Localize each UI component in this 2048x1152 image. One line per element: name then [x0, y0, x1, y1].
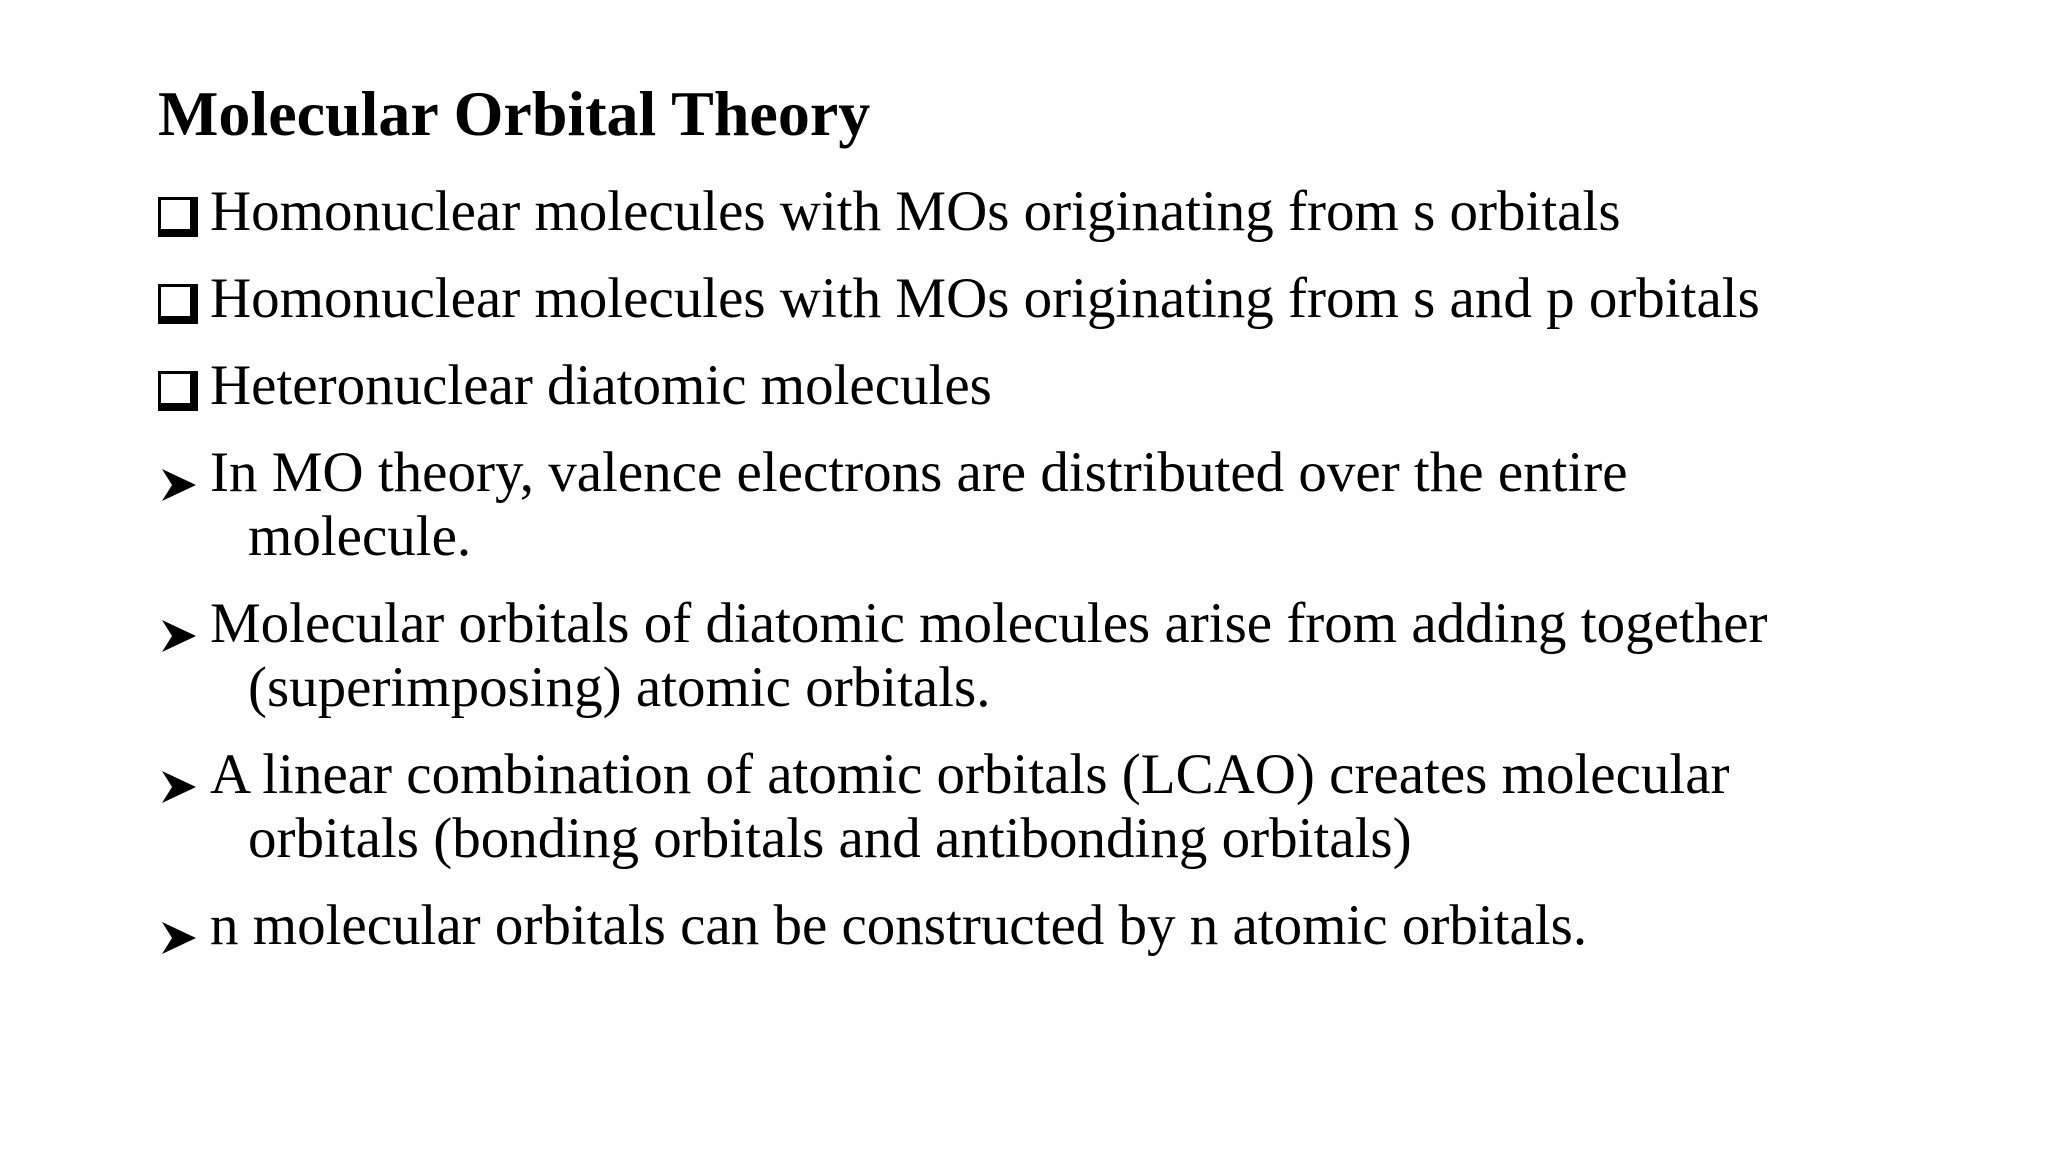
bullet-item-box [158, 267, 1760, 331]
arrow-bullet-icon [158, 467, 198, 503]
bullet-text: Homonuclear molecules with MOs originating from s and p orbitals [210, 267, 1760, 330]
checkbox-bullet-icon [158, 197, 198, 237]
bullet-text: Molecular orbitals of diatomic molecules arise from adding together [210, 592, 1768, 655]
bullet-text: A linear combination of atomic orbitals (LCAO) creates molecular [210, 743, 1730, 806]
bullet-text-continued: molecule. [248, 505, 472, 568]
arrow-bullet-icon [158, 618, 198, 654]
bullet-text-continued: orbitals (bonding orbitals and antibonding orbitals) [248, 807, 1412, 870]
bullet-text: Homonuclear molecules with MOs originating from s orbitals [210, 180, 1621, 243]
bullet-item-arrow [158, 441, 1628, 569]
bullet-item-box [158, 180, 1621, 244]
bullet-text: n molecular orbitals can be constructed by n atomic orbitals. [210, 894, 1588, 957]
bullet-item-arrow [158, 592, 1768, 720]
bullet-item-box [158, 354, 992, 418]
bullet-text-continued: (superimposing) atomic orbitals. [248, 656, 991, 719]
checkbox-bullet-icon [158, 371, 198, 411]
bullet-item-arrow [158, 743, 1730, 871]
bullet-item-arrow [158, 894, 1587, 958]
checkbox-bullet-icon [158, 284, 198, 324]
slide-title: Molecular Orbital Theory [158, 78, 871, 149]
bullet-text: In MO theory, valence electrons are distributed over the entire [210, 441, 1628, 504]
arrow-bullet-icon [158, 769, 198, 805]
bullet-text: Heteronuclear diatomic molecules [210, 354, 992, 417]
arrow-bullet-icon [158, 920, 198, 956]
